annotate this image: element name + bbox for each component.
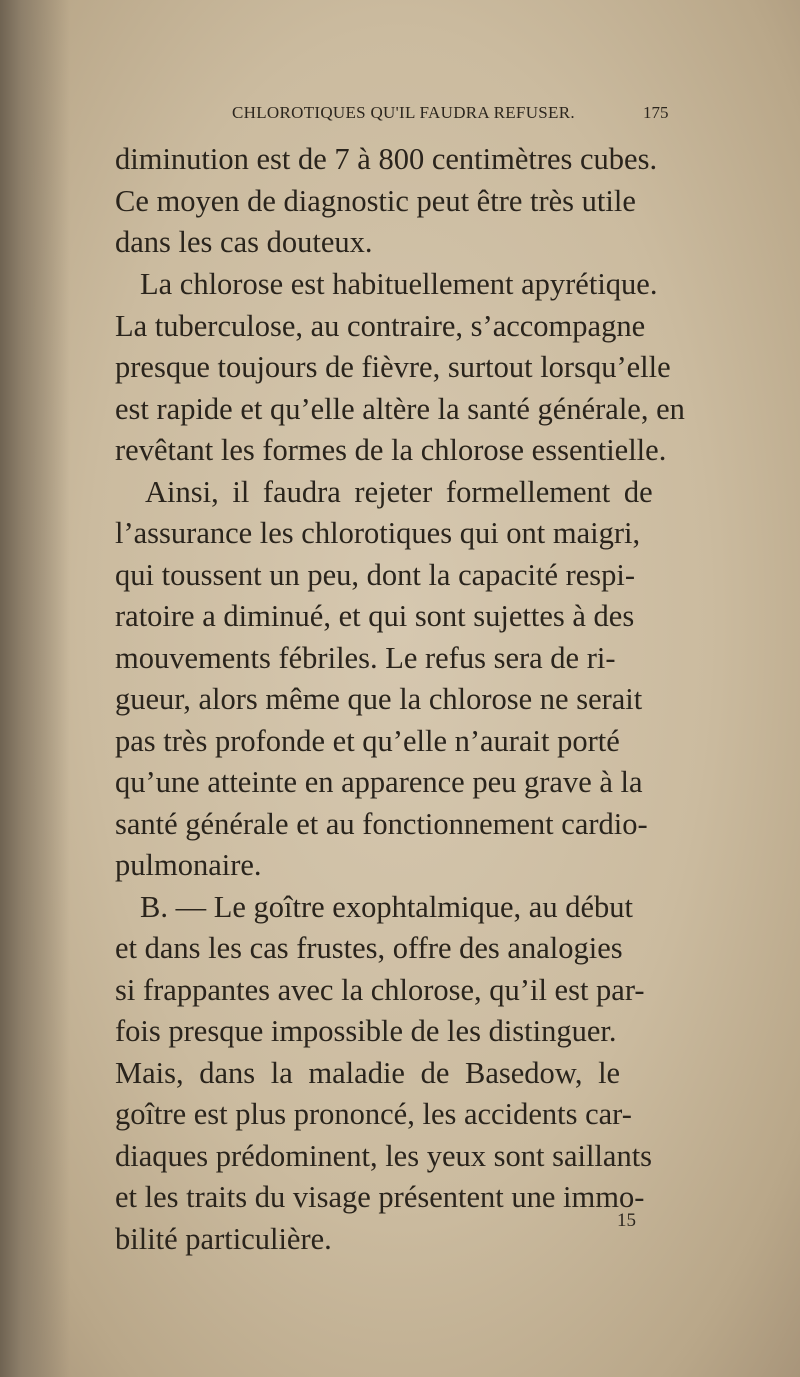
text-line: bilité particulière. <box>115 1222 332 1256</box>
text-line: pas très profonde et qu’elle n’aurait porté <box>115 724 620 758</box>
running-head: CHLOROTIQUES QU'IL FAUDRA REFUSER. <box>232 103 575 122</box>
text-line: presque toujours de fièvre, surtout lorsqu’elle <box>115 350 671 384</box>
text-line: dans les cas douteux. <box>115 225 373 259</box>
text-line: est rapide et qu’elle altère la santé générale, en <box>115 392 685 426</box>
text-line: qui toussent un peu, dont la capacité respi- <box>115 558 636 592</box>
text-line: santé générale et au fonctionnement cardio- <box>115 807 648 841</box>
text-line: revêtant les formes de la chlorose essentielle. <box>115 433 667 467</box>
page-number: 175 <box>643 103 669 122</box>
binding-shadow <box>0 0 70 1377</box>
text-line: B. — Le goître exophtalmique, au début <box>140 890 633 924</box>
text-line: Ce moyen de diagnostic peut être très utile <box>115 184 636 218</box>
text-line: et les traits du visage présentent une immo- <box>115 1180 645 1214</box>
text-line: Mais, dans la maladie de Basedow, le <box>115 1056 621 1090</box>
signature-mark: 15 <box>617 1210 636 1231</box>
text-line: si frappantes avec la chlorose, qu’il est par- <box>115 973 645 1007</box>
text-line: La chlorose est habituellement apyrétique. <box>140 267 658 301</box>
text-line: et dans les cas frustes, offre des analogies <box>115 931 623 965</box>
text-line: l’assurance les chlorotiques qui ont maigri, <box>115 516 641 550</box>
text-line: Ainsi, il faudra rejeter formellement de <box>145 475 653 509</box>
page-header <box>0 103 800 131</box>
text-line: ratoire a diminué, et qui sont sujettes à des <box>115 599 635 633</box>
text-line: goître est plus prononcé, les accidents car- <box>115 1097 632 1131</box>
text-line: gueur, alors même que la chlorose ne serait <box>115 682 643 716</box>
text-line: La tuberculose, au contraire, s’accompagne <box>115 309 646 343</box>
text-line: fois presque impossible de les distinguer. <box>115 1014 617 1048</box>
text-line: qu’une atteinte en apparence peu grave à la <box>115 765 643 799</box>
text-line: diminution est de 7 à 800 centimètres cubes. <box>115 142 658 176</box>
text-line: pulmonaire. <box>115 848 262 882</box>
text-line: mouvements fébriles. Le refus sera de ri- <box>115 641 616 675</box>
text-line: diaques prédominent, les yeux sont saillants <box>115 1139 653 1173</box>
